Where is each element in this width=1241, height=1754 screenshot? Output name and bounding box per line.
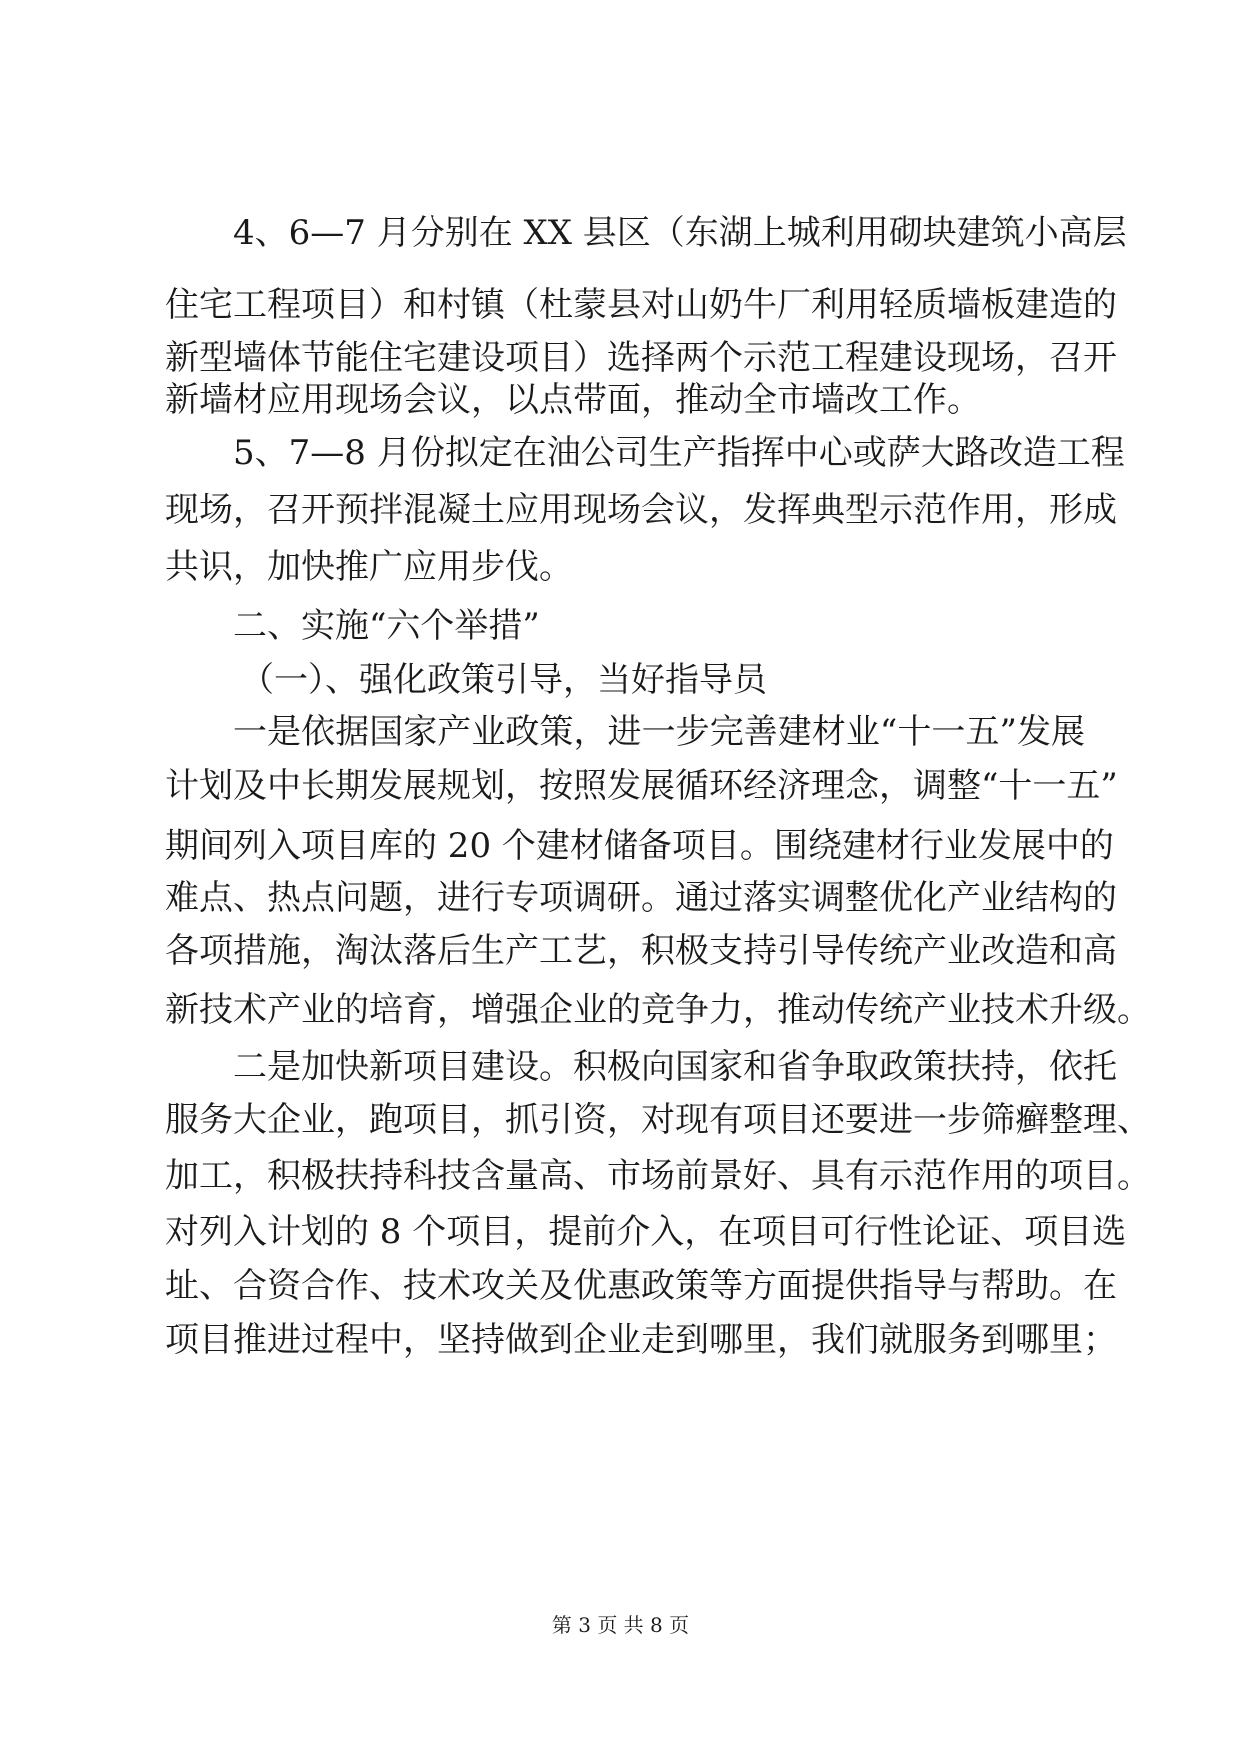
paragraph-1-line-4: 新墙材应用现场会议，以点带面，推动全市墙改工作。 xyxy=(165,380,981,420)
paragraph-3-line-5: 各项措施，淘汰落后生产工艺，积极支持引导传统产业改造和高 xyxy=(165,931,1117,971)
paragraph-3-line-1: 一是依据国家产业政策，进一步完善建材业“十一五”发展 xyxy=(233,712,1085,752)
paragraph-2-line-1: 5、7—8 月份拟定在油公司生产指挥中心或萨大路改造工程 xyxy=(233,433,1125,473)
paragraph-3-line-3: 期间列入项目库的 20 个建材储备项目。围绕建材行业发展中的 xyxy=(165,826,1114,866)
subsection-heading: （一）、强化政策引导，当好指导员 xyxy=(240,660,767,700)
paragraph-4-line-2: 服务大企业，跑项目，抓引资，对现有项目还要进一步筛癣整理、 xyxy=(165,1100,1151,1140)
paragraph-3-line-2: 计划及中长期发展规划，按照发展循环经济理念，调整“十一五” xyxy=(165,766,1118,806)
paragraph-1-line-3: 新型墙体节能住宅建设项目）选择两个示范工程建设现场，召开 xyxy=(165,338,1117,378)
paragraph-3-line-6: 新技术产业的培育，增强企业的竞争力，推动传统产业技术升级。 xyxy=(165,990,1151,1030)
paragraph-4-line-3: 加工，积极扶持科技含量高、市场前景好、具有示范作用的项目。 xyxy=(165,1156,1151,1196)
paragraph-4-line-5: 址、合资合作、技术攻关及优惠政策等方面提供指导与帮助。在 xyxy=(165,1266,1117,1306)
paragraph-2-line-2: 现场，召开预拌混凝土应用现场会议，发挥典型示范作用，形成 xyxy=(165,490,1117,530)
paragraph-1-line-2: 住宅工程项目）和村镇（杜蒙县对山奶牛厂利用轻质墙板建造的 xyxy=(165,285,1117,325)
paragraph-3-line-4: 难点、热点问题，进行专项调研。通过落实调整优化产业结构的 xyxy=(165,878,1117,918)
paragraph-4-line-4: 对列入计划的 8 个项目，提前介入，在项目可行性论证、项目选 xyxy=(165,1212,1127,1252)
paragraph-2-line-3: 共识，加快推广应用步伐。 xyxy=(165,547,573,587)
page-number-footer: 第 3 页 共 8 页 xyxy=(551,1613,690,1637)
paragraph-1-line-1: 4、6—7 月分别在 XX 县区（东湖上城利用砌块建筑小高层 xyxy=(233,213,1127,253)
section-heading: 二、实施“六个举措” xyxy=(233,606,540,646)
paragraph-4-line-1: 二是加快新项目建设。积极向国家和省争取政策扶持，依托 xyxy=(233,1047,1117,1087)
paragraph-4-line-6: 项目推进过程中，坚持做到企业走到哪里，我们就服务到哪里； xyxy=(165,1320,1117,1360)
